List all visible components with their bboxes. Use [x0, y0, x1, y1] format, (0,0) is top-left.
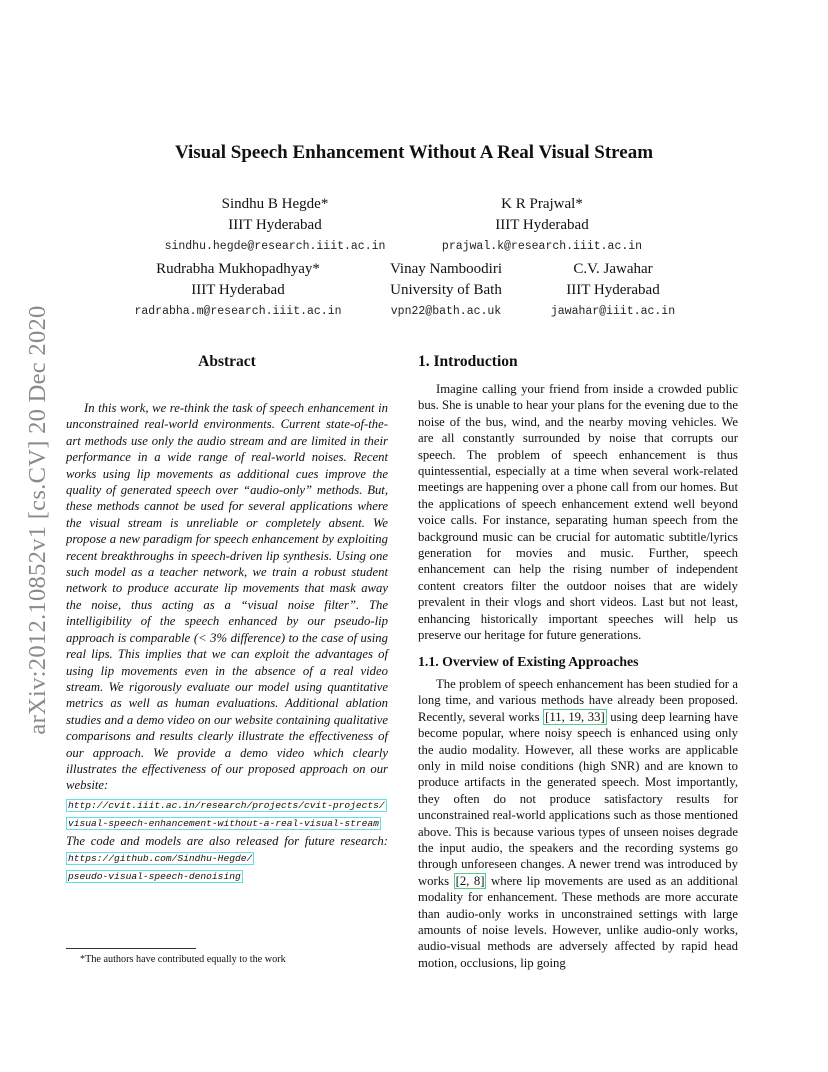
author-name: K R Prajwal*: [501, 196, 583, 212]
author-email: prajwal.k@research.iiit.ac.in: [441, 240, 643, 253]
author-block-1: [150, 194, 400, 253]
abstract-text: In this work, we re-think the task of speech enhancement in unconstrained real-world environments. Current state-of-the-art methods use only the audio stream and are limited in their performance in a wide range of real-world noises. Recent works using lip movements as additional cues improve the quality of generated speech over “audio-only” methods. But, these methods cannot be used for several applications where the visual stream is unreliable or completely absent. We propose a new paradigm for speech enhancement by exploiting recent breakthroughs in speech-driven lip synthesis. Using one such model as a teacher network, we train a robust student network to produce accurate lip movements that mask away the noise, thus acting as a “visual noise filter”. The intelligibility of the speech enhanced by our pseudo-lip approach is comparable (< 3% difference) to the case of using real lips. This implies that we can exploit the advantages of using lip movements even in the absence of a real video stream. We rigorously evaluate our model using quantitative metrics as well as human evaluations. Additional ablation studies and a demo video on our website containing qualitative comparisons and results clearly illustrate the effectiveness of our approach. We provide a demo video which clearly illustrates the effectiveness of our proposed approach on our website:: [66, 401, 388, 793]
author-block-3: [118, 259, 358, 318]
paragraph-text: using deep learning have become popular, where noisy speech is enhanced using only the audio modality. However, all these works are applicable only in mild noise conditions (high SNR) and are known to produce artifacts in the generated speech. Most importantly, they often do not produce satisfactory results for unconstrained real-world applications such as those mentioned above. This is because various types of unseen noises degrade the input audio, the speakers and the recording systems go through unforeseen changes. A newer trend was introduced by works: [418, 709, 738, 888]
footnote-rule: [66, 948, 196, 949]
author-block-4: [368, 259, 524, 318]
arxiv-identifier: [18, 280, 58, 760]
arxiv-identifier-text: arXiv:2012.10852v1 [cs.CV] 20 Dec 2020: [24, 305, 51, 735]
code-release-text: The code and models are also released for future research:: [66, 833, 388, 848]
author-name: Sindhu B Hegde*: [221, 196, 329, 212]
intro-paragraph-1: Imagine calling your friend from inside a crowded public bus. She is unable to hear your plans for the evening due to the noise of the bus, wind, and the nearby moving vehicles. We are all constantly surrounded by noise that corrupts our speech. The problem of speech enhancement is thus quintessential, especially at a time when several work-related meetings are happening over a phone call from our homes. But the applications of speech enhancement extend well beyond voice calls. For instance, separating human speech from the background music can be crucial for automatic subtitle/lyrics generation for movies and music. Further, speech enhancement can help the rising number of independent content creators filter the outdoor noises that are widely prevalent in their vlogs and short videos. Last but not least, enhancing historically important speeches will help us preserve our heritage for future generations.: [418, 382, 738, 643]
project-link-part-2[interactable]: visual-speech-enhancement-without-a-real-visual-stream: [68, 818, 379, 830]
author-name: C.V. Jawahar: [573, 261, 653, 277]
author-affiliation: IIIT Hyderabad: [495, 217, 589, 233]
intro-body: [418, 381, 738, 971]
github-link-part-2[interactable]: pseudo-visual-speech-denoising: [68, 871, 241, 883]
author-block-2: [422, 194, 662, 253]
citation-link[interactable]: [2, 8]: [455, 873, 485, 888]
abstract-body: [66, 400, 388, 886]
author-block-5: [538, 259, 688, 318]
author-email: vpn22@bath.ac.uk: [390, 305, 502, 318]
github-link-part-1[interactable]: https://github.com/Sindhu-Hegde/: [68, 852, 253, 864]
author-affiliation: IIIT Hyderabad: [191, 282, 285, 298]
intro-paragraph-2: [418, 676, 738, 971]
author-email: sindhu.hegde@research.iiit.ac.in: [164, 240, 386, 253]
paper-title: Visual Speech Enhancement Without A Real Visual Stream: [174, 142, 654, 163]
author-affiliation: IIIT Hyderabad: [566, 282, 660, 298]
intro-heading: 1. Introduction: [418, 353, 518, 370]
author-affiliation: IIIT Hyderabad: [228, 217, 322, 233]
abstract-heading: Abstract: [198, 353, 256, 370]
overview-subheading: 1.1. Overview of Existing Approaches: [418, 653, 639, 669]
paragraph-text: The problem of speech enhancement has been studied for a long time, and various methods have already been proposed. Recently, several works: [418, 676, 738, 724]
project-link-part-1[interactable]: http://cvit.iiit.ac.in/research/projects/cvit-projects/: [68, 799, 385, 811]
author-email: radrabha.m@research.iiit.ac.in: [134, 305, 342, 318]
author-affiliation: University of Bath: [390, 282, 502, 298]
author-email: jawahar@iiit.ac.in: [550, 305, 676, 318]
author-name: Rudrabha Mukhopadhyay*: [156, 261, 320, 277]
citation-link[interactable]: [11, 19, 33]: [545, 709, 605, 724]
author-name: Vinay Namboodiri: [390, 261, 502, 277]
footnote: *The authors have contributed equally to the work: [80, 954, 286, 965]
paragraph-text: where lip movements are used as an additional modality for enhancement. These methods are more accurate than audio-only works in unconstrained settings with large amounts of noise levels. However, unlike audio-only works, audio-visual methods are adversely affected by rapid head motion, occlusions, lip going: [418, 873, 738, 970]
